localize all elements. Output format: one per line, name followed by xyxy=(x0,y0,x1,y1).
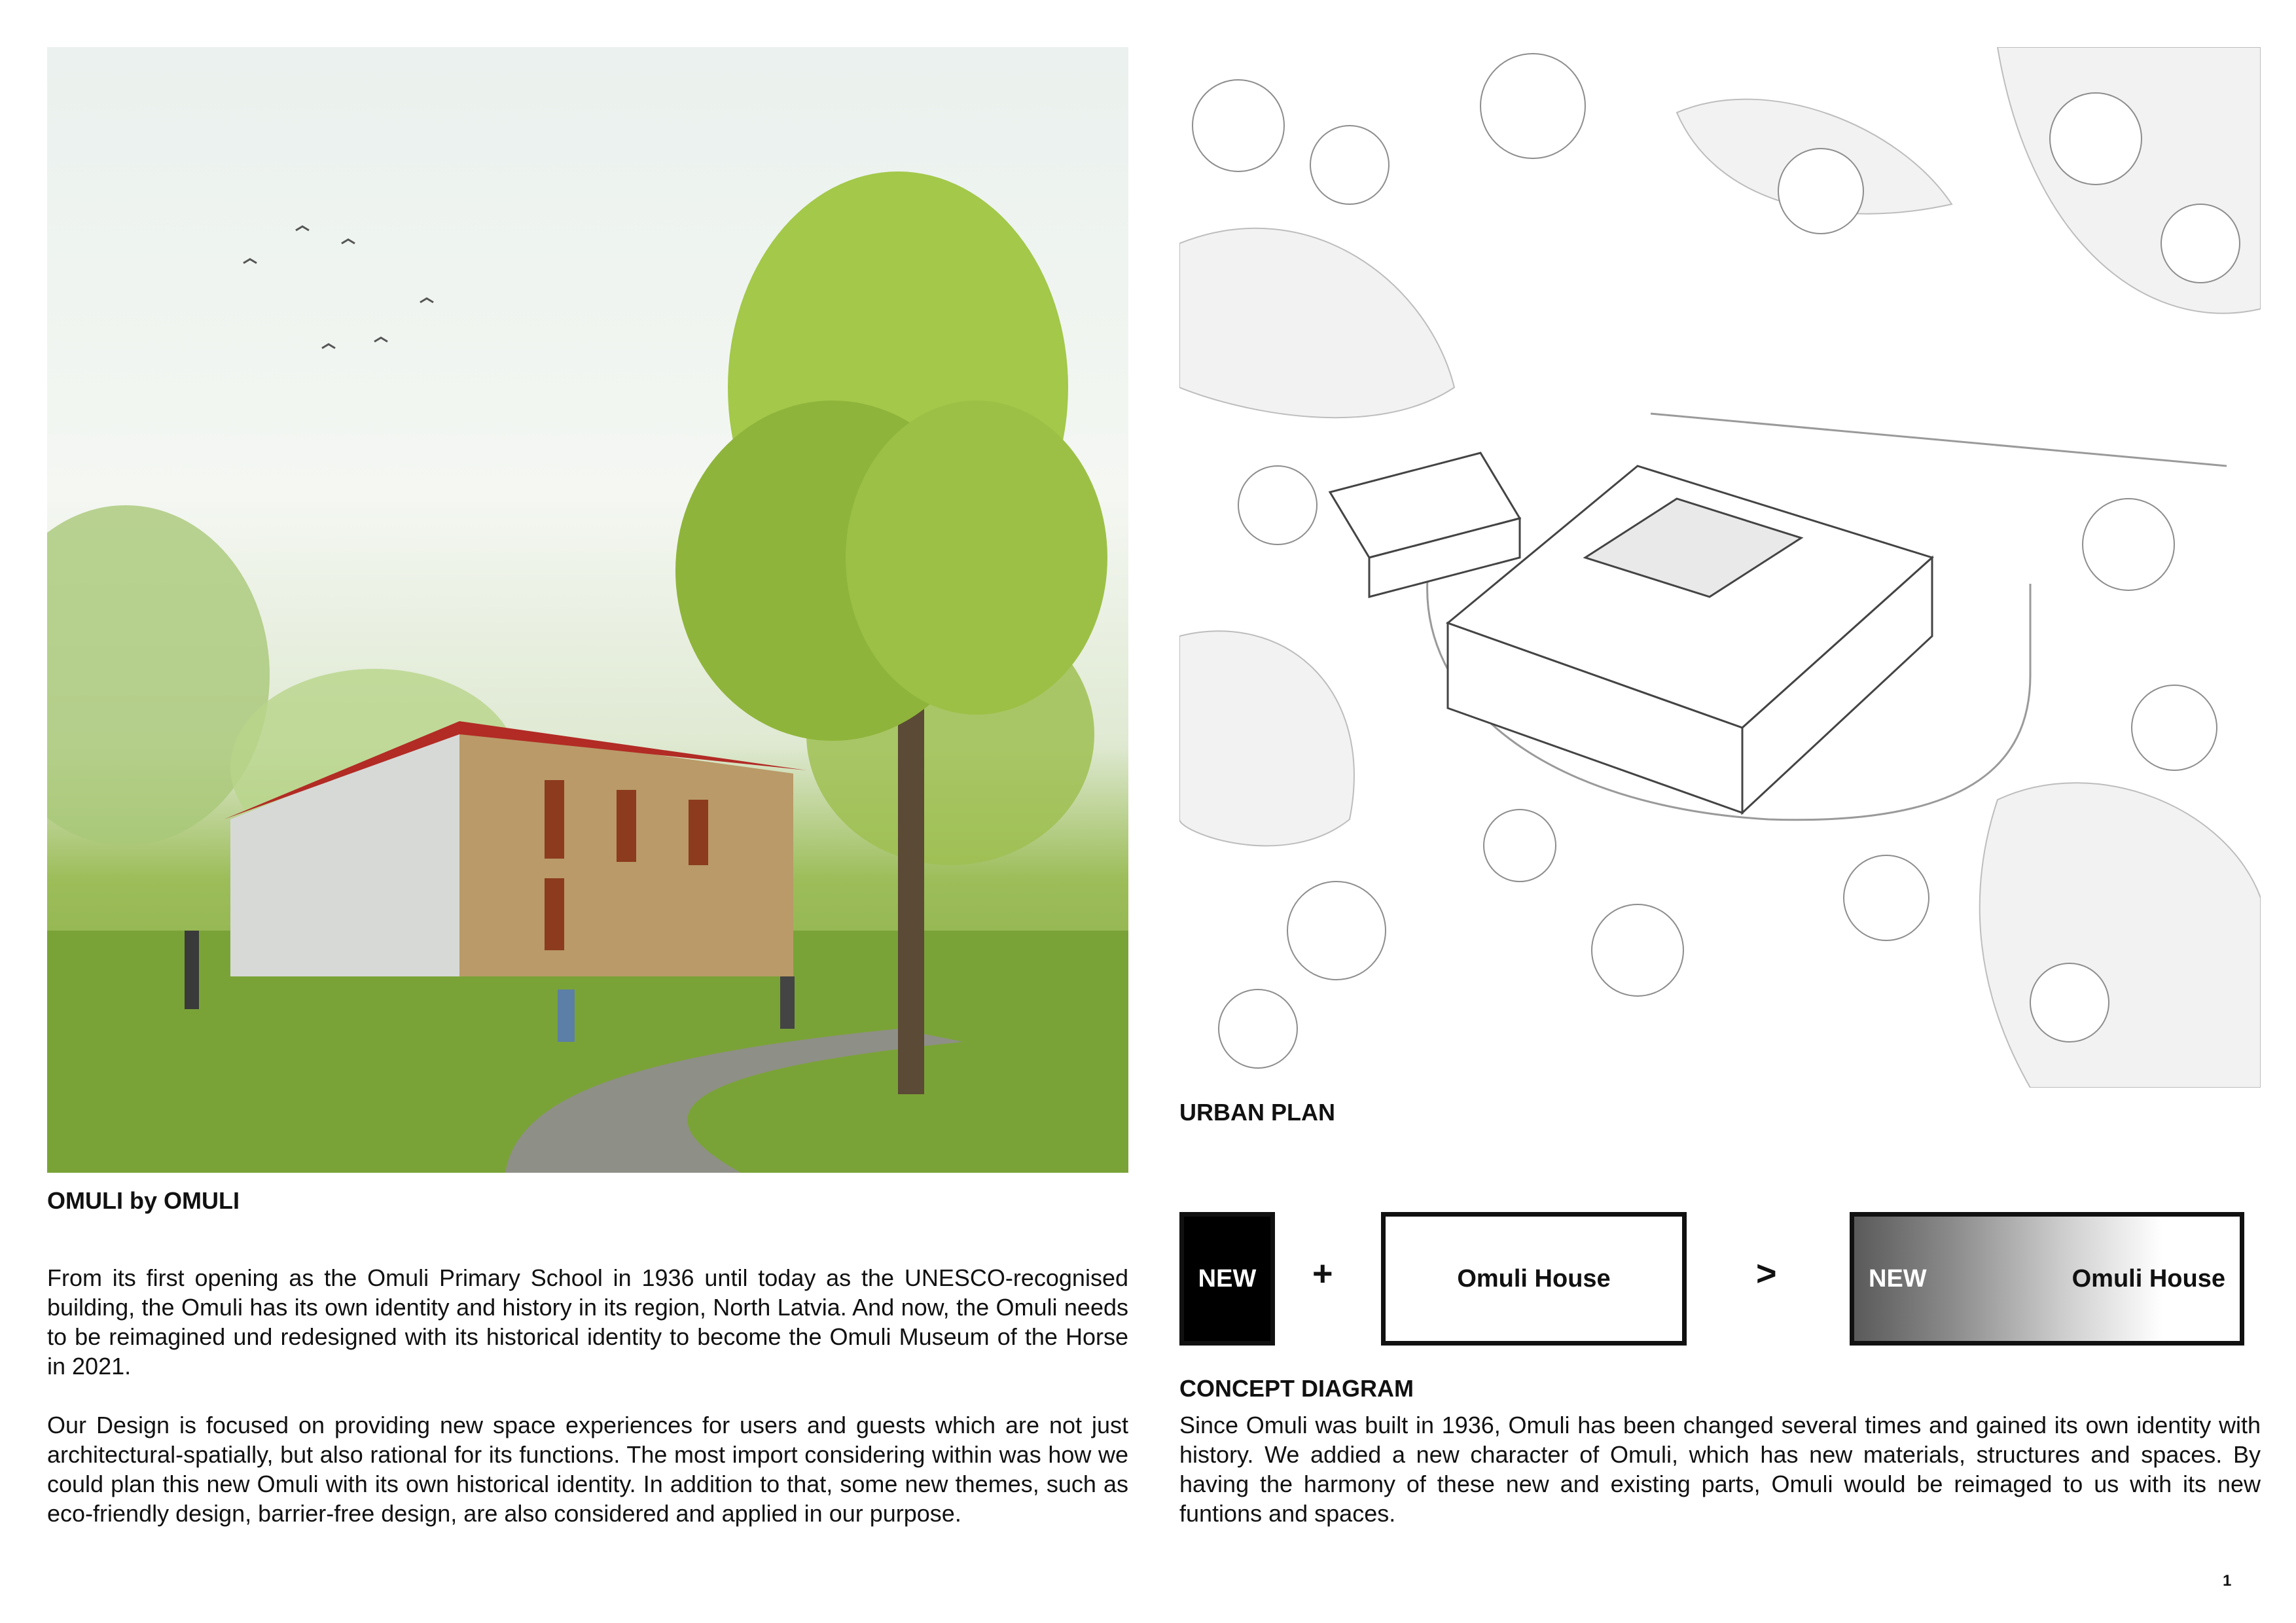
result-gradient-box xyxy=(1850,1212,2244,1346)
urban-plan-label: URBAN PLAN xyxy=(1179,1099,1335,1126)
result-new-label: NEW xyxy=(1869,1264,1927,1293)
new-label: NEW xyxy=(1198,1264,1257,1293)
greater-than-sign: > xyxy=(1756,1254,1777,1293)
page-number: 1 xyxy=(2223,1572,2232,1590)
exterior-render-image xyxy=(47,47,1128,1173)
intro-paragraph: From its first opening as the Omuli Primary School in 1936 until today as the UNESCO-recognised building, the Omuli has its own identity and history in its region, North Latvia. And now, the Omuli needs to be reimagined und redesigned with its historical identity to become the Omuli Museum of the Horse in 2021. xyxy=(47,1264,1128,1380)
new-box xyxy=(1179,1212,1275,1346)
plus-sign: + xyxy=(1312,1254,1333,1293)
urban-plan-drawing xyxy=(1179,47,2261,1088)
design-paragraph: Our Design is focused on providing new space experiences for users and guests which are not just architectural-spatially, but also rational for its functions. The most import considering within was how we could plan this new Omuli with its own historical identity. In addition to that, some new themes, such as eco-friendly design, barrier-free design, are also considered and applied in our purpose. xyxy=(47,1412,1128,1527)
result-house-label: Omuli House xyxy=(2072,1264,2225,1293)
concept-paragraph: Since Omuli was built in 1936, Omuli has been changed several times and gained its own identity with history. We addied a new character of Omuli, which has new materials, structures and spaces. By having the harmony of these new and existing parts, Omuli would be reimaged to us with its new funtions and spaces. xyxy=(1179,1412,2261,1527)
concept-diagram-title: CONCEPT DIAGRAM xyxy=(1179,1375,1414,1402)
omuli-house-box xyxy=(1381,1212,1687,1346)
omuli-house-label: Omuli House xyxy=(1457,1264,1611,1293)
project-title: OMULI by OMULI xyxy=(47,1187,240,1214)
